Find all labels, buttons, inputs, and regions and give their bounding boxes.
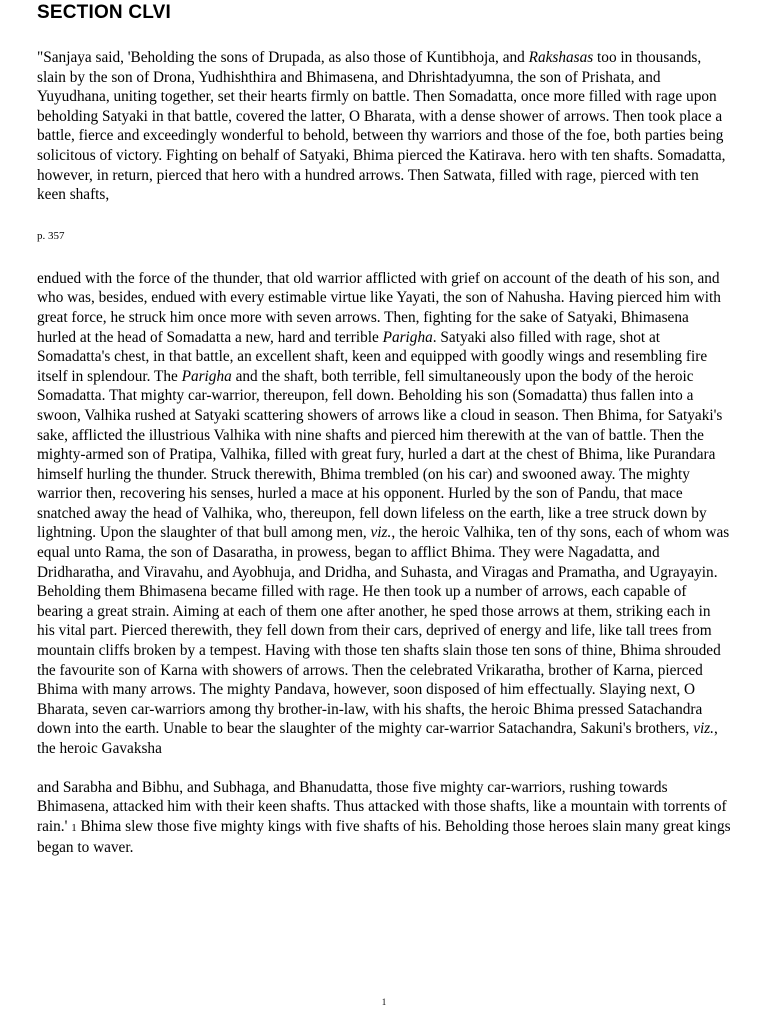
paragraph-1 [37, 48, 731, 205]
text-run: , the heroic Valhika, ten of thy sons, each of whom was equal unto Rama, the son of Dasaratha, in prowess, began to afflict Bhima. They were Nagadatta, and Dridharatha, and Viravahu, and Ayobhuja, and Dridha, and Suhasta, and Viragas and Pramatha, and Ugrayayin. Beholding them Bhimasena became filled with rage. He then took up a number of arrows, each capable of bearing a great strain. Aiming at each of them one after another, he sped those arrows at them, striking each in his vital part. Pierced therewith, they fell down from their cars, deprived of energy and life, like tall trees from mountain cliffs broken by a tempest. Having with those ten shafts slain those ten sons of thine, Bhima shrouded the favourite son of Karna with showers of arrows. Then the celebrated Vrikaratha, brother of Karna, pierced Bhima with many arrows. The mighty Pandava, however, soon disposed of him effectually. Slaying next, O Bharata, seven car-warriors among thy brother-in-law, with his shafts, the heroic Bhima pressed Satachandra down into the earth. Unable to bear the slaughter of the mighty car-warrior Satachandra, Sakuni's brothers, [37, 524, 730, 738]
page-marker: p. 357 [37, 229, 65, 242]
footnote-marker[interactable]: 1 [71, 821, 77, 834]
paragraph-3 [37, 778, 731, 858]
section-heading: SECTION CLVI [37, 2, 171, 23]
italic-term: Rakshasas [528, 49, 594, 66]
italic-term: viz. [693, 720, 715, 738]
text-run: . Satyaki also filled with rage, shot at Somadatta's chest, in that battle, an excellent shaft, keen and equipped with goodly wings and resembling fire itself in splendour. The [37, 328, 708, 385]
text-run: and Sarabha and Bibhu, and Subhaga, and Bhanudatta, those five mighty car-warriors, rushing towards Bhimasena, attacked him with their keen shafts. Thus attacked with those shafts, like a mountain with torrents of rain.' [37, 778, 727, 835]
italic-term: viz. [370, 524, 392, 542]
text-run: endued with the force of the thunder, that old warrior afflicted with grief on account of the death of his son, and who was, besides, endued with every estimable virtue like Yayati, the son of Nahusha. Having pierced him with great force, he struck him once more with seven arrows. Then, fighting for the sake of Satyaki, Bhimasena hurled at the head of Somadatta a new, hard and terrible [37, 269, 721, 346]
italic-term: Parigha [382, 328, 433, 346]
paragraph-2 [37, 269, 731, 759]
text-run: Bhima slew those five mighty kings with five shafts of his. Beholding those heroes slain many great kings began to waver. [37, 817, 731, 857]
text-run: too in thousands, slain by the son of Drona, Yudhishthira and Bhimasena, and Dhrishtadyumna, the son of Prishata, and Yuyudhana, uniting together, set their hearts firmly on battle. Then Somadatta, once more filled with rage upon beholding Satyaki in that battle, covered the latter, O Bharata, with a dense shower of arrows. Then took place a battle, fierce and exceedingly wonderful to behold, between thy warriors and those of the foe, both parties being solicitous of victory. Fighting on behalf of Satyaki, Bhima pierced the Katirava. hero with ten shafts. Somadatta, however, in return, pierced that hero with a hundred arrows. Then Satwata, filled with rage, pierced with ten keen shafts, [37, 49, 726, 204]
text-run: , the heroic Gavaksha [37, 720, 718, 757]
italic-term: Parigha [181, 367, 232, 385]
document-page [37, 0, 731, 858]
page-footer-number: 1 [381, 997, 387, 1007]
text-run: "Sanjaya said, 'Beholding the sons of Drupada, as also those of Kuntibhoja, and [37, 49, 529, 66]
text-run: and the shaft, both terrible, fell simultaneously upon the body of the heroic Somadatta. That mighty car-warrior, thereupon, fell down. Beholding his son (Somadatta) thus fallen into a swoon, Valhika rushed at Satyaki scattering showers of arrows like a cloud in season. Then Bhima, for Satyaki's sake, afflicted the illustrious Valhika with nine shafts and pierced him therewith at the van of battle. Then the mighty-armed son of Pratipa, Valhika, filled with great fury, hurled a dart at the chest of Bhima, like Purandara himself hurling the thunder. Struck therewith, Bhima trembled (on his car) and swooned away. The mighty warrior then, recovering his senses, hurled a mace at his opponent. Hurled by the son of Pandu, that mace snatched away the head of Valhika, who, thereupon, fell down lifeless on the earth, like a tree struck down by lightning. Upon the slaughter of that bull among men, [37, 367, 723, 542]
